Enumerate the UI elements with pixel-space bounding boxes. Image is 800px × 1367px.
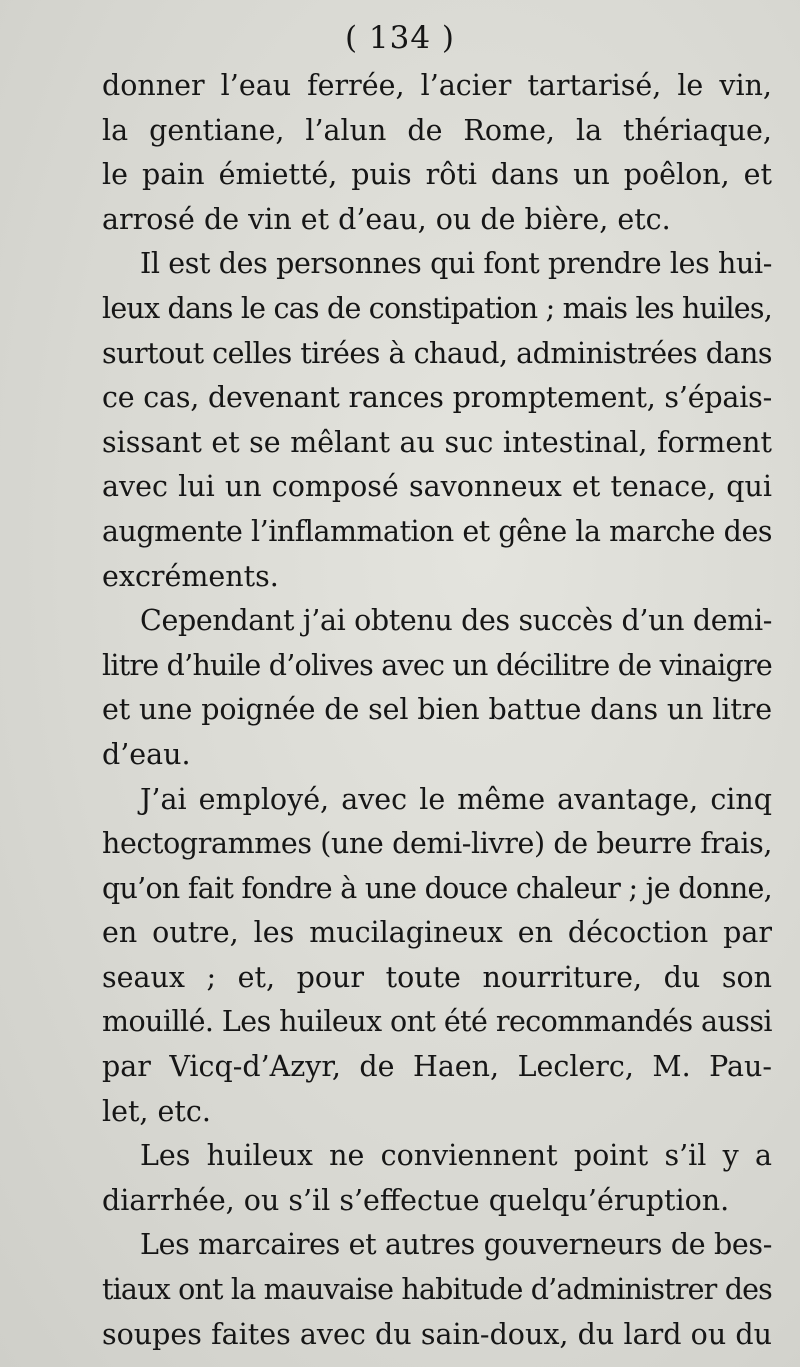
page-number: ( 134 ): [344, 20, 456, 56]
text-line: J’ai employé, avec le même avantage, cinq: [140, 782, 772, 816]
text-line: avec lui un composé savonneux et tenace, qui: [102, 470, 772, 504]
text-line: excréments.: [102, 559, 279, 593]
text-line: d’eau.: [102, 737, 191, 771]
text-line: mouillé. Les huileux ont été recommandés aussi: [102, 1005, 772, 1039]
paragraph-3: [102, 599, 772, 777]
paragraph-4: [102, 778, 772, 1135]
text-line: qu’on fait fondre à une douce chaleur ; je donne,: [102, 871, 772, 905]
text-line: donner l’eau ferrée, l’acier tartarisé, le vin,: [102, 69, 772, 102]
body-text: [102, 64, 772, 1357]
text-line: litre d’huile d’olives avec un décilitre de vinaigre: [102, 648, 772, 682]
text-line: Les marcaires et autres gouverneurs de bes-: [140, 1228, 772, 1262]
text-line: seaux ; et, pour toute nourriture, du son: [102, 960, 772, 994]
text-line: Il est des personnes qui font prendre les hui-: [140, 247, 772, 281]
text-line: la gentiane, l’alun de Rome, la thériaque,: [102, 113, 772, 147]
text-line: par Vicq-d’Azyr, de Haen, Leclerc, M. Pau-: [102, 1050, 772, 1084]
paragraph-6: [102, 1223, 772, 1357]
text-line: sissant et se mêlant au suc intestinal, forment: [102, 425, 772, 459]
text-line: augmente l’inflammation et gêne la marche des: [102, 514, 772, 548]
text-line: surtout celles tirées à chaud, administrées dans: [102, 336, 772, 370]
text-line: leux dans le cas de constipation ; mais les huiles,: [102, 291, 772, 325]
text-line: Cependant j’ai obtenu des succès d’un demi-: [140, 604, 772, 638]
text-line: diarrhée, ou s’il s’effectue quelqu’éruption.: [102, 1183, 730, 1217]
paragraph-5: [102, 1134, 772, 1223]
text-line: arrosé de vin et d’eau, ou de bière, etc.: [102, 202, 671, 236]
text-line: soupes faites avec du sain-doux, du lard ou du: [102, 1317, 772, 1351]
text-line: et une poignée de sel bien battue dans un litre: [102, 693, 772, 727]
paragraph-2: [102, 242, 772, 599]
text-line: le pain émietté, puis rôti dans un poêlon, et: [102, 158, 772, 192]
text-line: ce cas, devenant rances promptement, s’épais-: [102, 381, 772, 415]
text-line: en outre, les mucilagineux en décoction par: [102, 916, 772, 950]
paragraph-1: [102, 64, 772, 242]
text-line: hectogrammes (une demi-livre) de beurre frais,: [102, 827, 772, 861]
text-line: let, etc.: [102, 1094, 211, 1128]
text-line: tiaux ont la mauvaise habitude d’administrer des: [102, 1273, 772, 1307]
text-line: Les huileux ne conviennent point s’il y a: [140, 1139, 772, 1173]
